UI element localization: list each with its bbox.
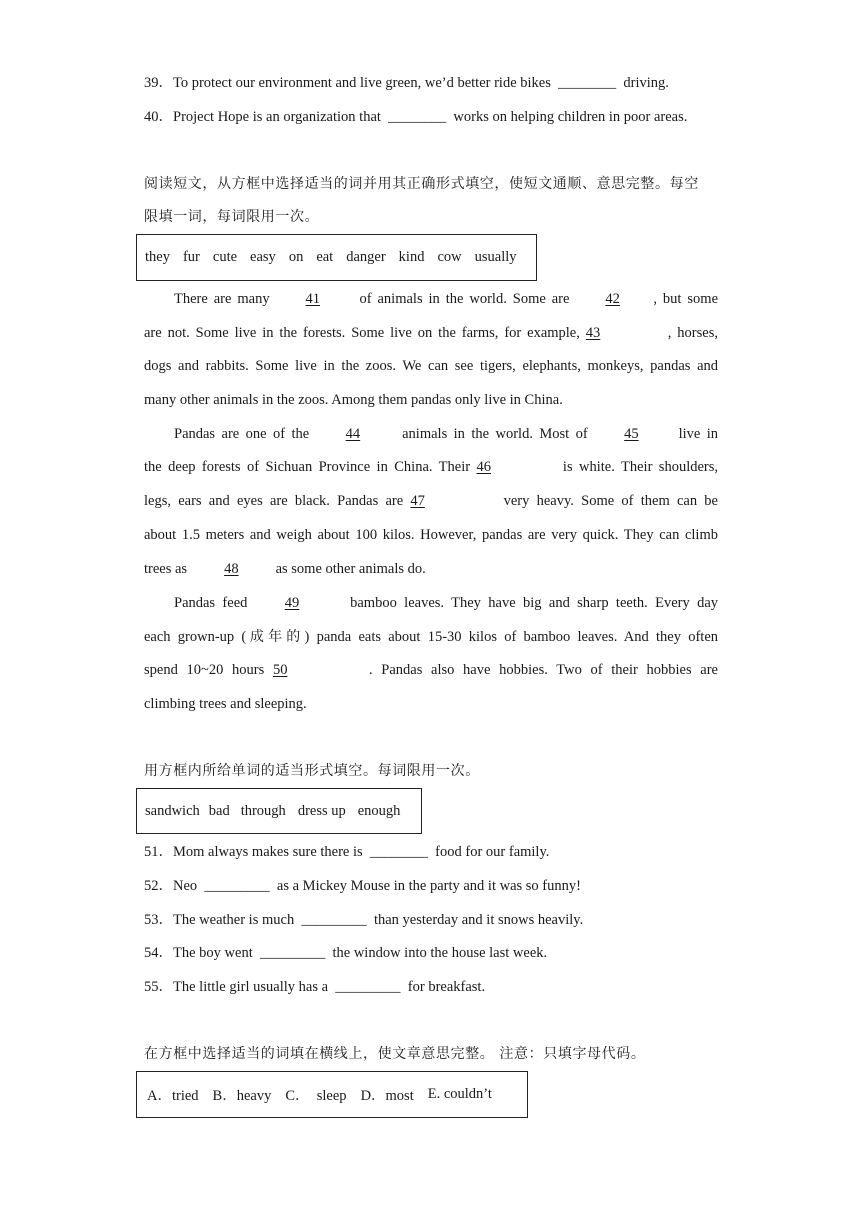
passage-line: Pandas are one of the 44 animals in the world. Most of 45 live in — [174, 426, 719, 442]
answer-blank[interactable]: _________ — [335, 979, 401, 995]
option-item: A．tried — [147, 1088, 199, 1104]
passage-line: spend 10~20 hours 50 . Pandas also have hobbies. Two of their hobbies are — [144, 662, 718, 678]
word-box — [136, 788, 422, 834]
passage-line: There are many 41 of animals in the world. Some are 42 , but some — [174, 291, 719, 307]
question-40 — [144, 107, 687, 127]
question-39 — [144, 73, 669, 93]
word-option: sandwich — [145, 802, 200, 819]
word-option: eat — [316, 249, 334, 265]
answer-blank[interactable]: _________ — [204, 878, 270, 894]
question-51: 51．Mom always makes sure there is ________ food for our family. — [144, 844, 550, 860]
answer-blank-46[interactable]: 46 — [476, 459, 491, 475]
option-item: C． sleep — [285, 1088, 347, 1104]
word-option: easy — [250, 249, 276, 265]
word-option: kind — [398, 249, 425, 265]
question-text: works on helping children in poor areas. — [453, 109, 688, 125]
word-option: cow — [437, 249, 462, 265]
answer-blank[interactable]: _________ — [259, 945, 326, 961]
answer-blank-41[interactable]: 41 — [305, 291, 321, 307]
passage-line: the deep forests of Sichuan Province in China. Their 46 is white. Their shoulders, — [144, 459, 719, 475]
answer-blank-42[interactable]: 42 — [605, 291, 620, 307]
passage-line: climbing trees and sleeping. — [144, 696, 307, 712]
answer-blank-43[interactable]: 43 — [585, 325, 601, 341]
passage-line: trees as 48 as some other animals do. — [144, 561, 426, 577]
word-option: on — [288, 249, 304, 265]
passage-line: legs, ears and eyes are black. Pandas are 47 very heavy. Some of them can be — [144, 493, 718, 509]
section3-instruction: 在方框中选择适当的词填在横线上，使文章意思完整。 注意：只填字母代码。 — [144, 1046, 646, 1062]
word-option: bad — [208, 802, 230, 819]
passage-line: Pandas feed 49 bamboo leaves. They have big and sharp teeth. Every day — [174, 595, 719, 611]
question-number: 53． — [144, 912, 173, 928]
question-text: driving. — [623, 75, 669, 91]
answer-blank[interactable]: ________ — [388, 109, 447, 125]
passage-line: about 1.5 meters and weigh about 100 kilos. However, pandas are very quick. They can climb — [144, 527, 718, 543]
question-number: 54． — [144, 945, 173, 961]
section2-instruction: 用方框内所给单词的适当形式填空。每词限用一次。 — [144, 763, 480, 779]
answer-blank[interactable]: ________ — [558, 75, 617, 91]
answer-blank-48[interactable]: 48 — [224, 561, 239, 577]
question-number: 40． — [144, 109, 173, 125]
answer-blank[interactable]: ________ — [369, 844, 428, 860]
word-option: cute — [212, 249, 238, 265]
question-text: To protect our environment and live green, we’d better ride bikes — [173, 75, 551, 91]
answer-blank-47[interactable]: 47 — [410, 493, 425, 509]
question-number: 51． — [144, 844, 173, 860]
word-option: through — [240, 802, 286, 819]
answer-blank-45[interactable]: 45 — [624, 426, 639, 442]
question-number: 39． — [144, 75, 173, 91]
option-item: B．heavy — [212, 1088, 272, 1104]
word-option: they — [145, 249, 170, 265]
word-option: dress up — [297, 802, 346, 819]
passage-line: each grown-up (成年的) panda eats about 15-30 kilos of bamboo leaves. And they often — [144, 629, 719, 645]
answer-blank[interactable]: _________ — [301, 912, 367, 928]
answer-blank-49[interactable]: 49 — [284, 595, 300, 611]
question-52: 52．Neo _________ as a Mickey Mouse in the party and it was so funny! — [144, 878, 581, 894]
passage-line: are not. Some live in the forests. Some live on the farms, for example, 43 , horses, — [144, 325, 718, 341]
word-option: enough — [357, 802, 401, 819]
answer-blank-50[interactable]: 50 — [272, 662, 288, 678]
option-item: E. couldn’t — [427, 1086, 492, 1102]
question-53: 53．The weather is much _________ than yesterday and it snows heavily. — [144, 912, 584, 928]
question-54: 54．The boy went _________ the window into the house last week. — [144, 945, 548, 961]
question-number: 52． — [144, 878, 173, 894]
passage-line: dogs and rabbits. Some live in the zoos. We can see tigers, elephants, monkeys, pandas and — [144, 358, 718, 374]
word-box — [136, 234, 537, 281]
answer-blank-44[interactable]: 44 — [345, 426, 361, 442]
question-text: Project Hope is an organization that — [173, 109, 381, 125]
word-option: fur — [182, 249, 200, 265]
question-55: 55．The little girl usually has a _________ for breakfast. — [144, 979, 486, 995]
option-item: D．most — [360, 1088, 414, 1104]
section1-instruction-line2: 限填一词，每词限用一次。 — [144, 209, 320, 225]
word-option: usually — [474, 249, 517, 265]
option-box — [136, 1071, 528, 1118]
passage-line: many other animals in the zoos. Among them pandas only live in China. — [144, 392, 563, 408]
word-option: danger — [346, 249, 386, 265]
question-number: 55． — [144, 979, 173, 995]
section1-instruction-line1: 阅读短文，从方框中选择适当的词并用其正确形式填空，使短文通顺、意思完整。每空 — [144, 176, 699, 192]
